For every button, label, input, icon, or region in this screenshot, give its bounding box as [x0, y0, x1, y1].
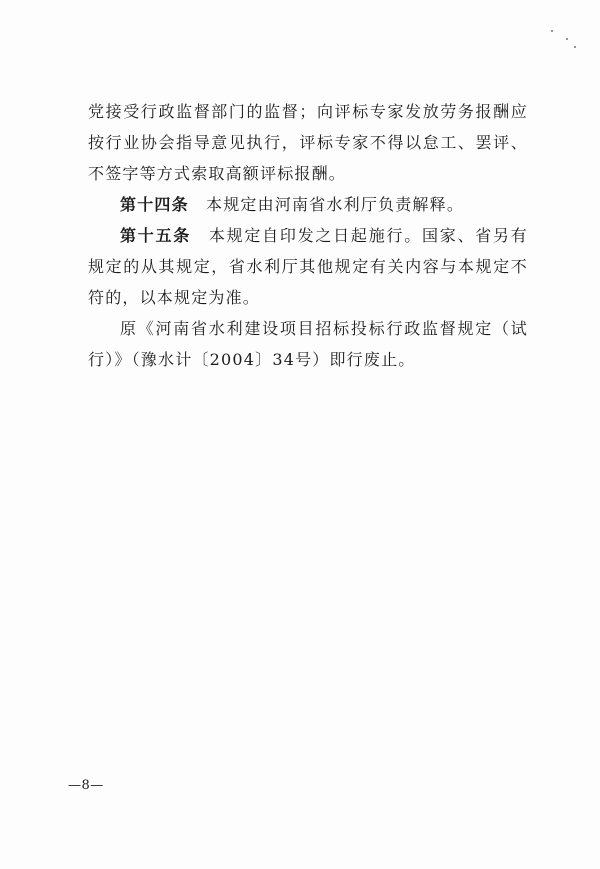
document-body: [88, 96, 528, 375]
article-15: [88, 220, 528, 313]
scan-speck: [551, 30, 553, 32]
article-14: [88, 189, 528, 220]
paragraph-repeal-notice: [88, 313, 528, 375]
paragraph-text: 党接受行政监督部门的监督；向评标专家发放劳务报酬应按行业协会指导意见执行，评标专家不得以怠工、罢评、不签字等方式索取高额评标报酬。: [88, 102, 528, 183]
page-number: —8—: [68, 778, 104, 793]
paragraph-continuation: [88, 96, 528, 189]
article-14-label: 第十四条: [120, 195, 189, 214]
paragraph-text: 原《河南省水利建设项目招标投标行政监督规定（试行）》（豫水计〔2004〕34号）即行废止。: [88, 319, 528, 369]
article-15-text: 本规定自印发之日起施行。国家、省另有规定的从其规定，省水利厅其他规定有关内容与本规定不符的，以本规定为准。: [88, 226, 528, 307]
scan-speck: [566, 38, 568, 40]
article-14-text: 本规定由河南省水利厅负责解释。: [188, 195, 465, 214]
article-15-label: 第十五条: [120, 226, 192, 245]
scan-speck: [574, 46, 576, 48]
